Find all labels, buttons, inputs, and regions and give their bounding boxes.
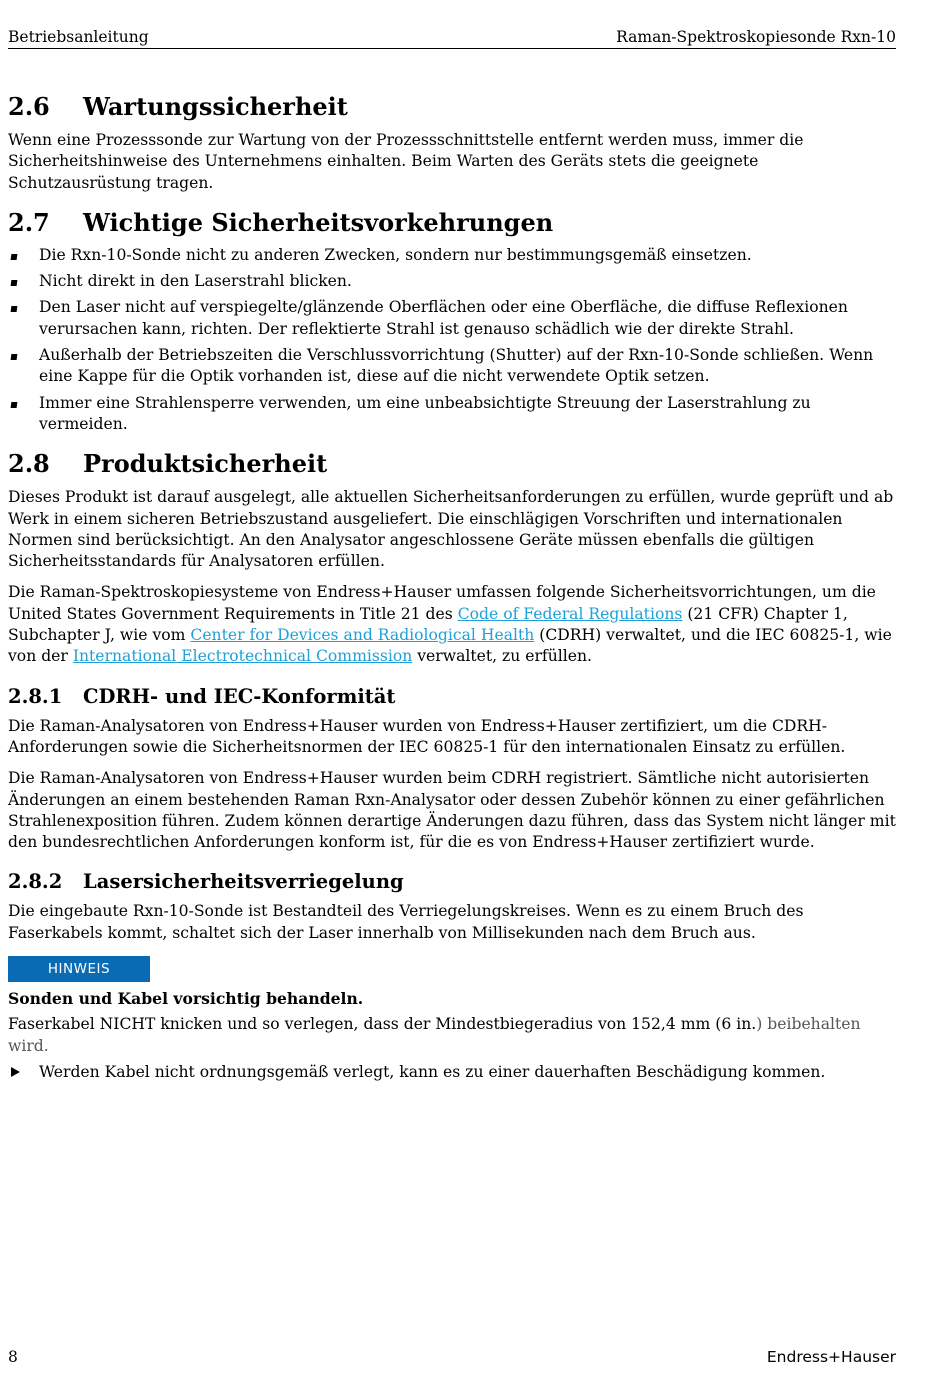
section-heading-2-7 xyxy=(8,206,896,240)
notice-action-text: Werden Kabel nicht ordnungsgemäß verlegt, kann es zu einer dauerhaften Beschädigung kommen. xyxy=(39,1062,826,1081)
paragraph-product-safety: Dieses Produkt ist darauf ausgelegt, alle aktuellen Sicherheitsanforderungen zu erfüllen, wurde geprüft und ab Werk in einem sicheren Betriebszustand ausgeliefert. Die einschlägigen Vorschriften und internationalen Normen sind berücksichtigt. An den Analysator angeschlossene Geräte müssen ebenfalls die gültigen Sicherheitsstandards für Analysatoren erfüllen. xyxy=(8,488,894,571)
list-item-text: Nicht direkt in den Laserstrahl blicken. xyxy=(39,272,352,291)
list-item xyxy=(8,345,896,388)
notice-title: Sonden und Kabel vorsichtig behandeln. xyxy=(8,989,364,1009)
section-title: CDRH- und IEC-Konformität xyxy=(83,684,396,708)
brand-name: Endress+Hauser xyxy=(766,1348,896,1366)
paragraph-registration: Die Raman-Analysatoren von Endress+Hauser wurden beim CDRH registriert. Sämtliche nicht autorisierten Änderungen an einem bestehenden Raman Rxn-Analysator oder dessen Zubehör können zu einer gefährlichen Strahlenexposition führen. Zudem können derartige Änderungen dazu führen, dass das System nicht länger mit den bundesrechtlichen Anforderungen konform ist, für die es von Endress+Hauser zertifiziert wurde. xyxy=(8,769,896,852)
notice-action-item xyxy=(8,1062,896,1083)
bullet-icon xyxy=(11,306,18,312)
text-run: ) beibehalten wird. xyxy=(8,1015,861,1055)
notice-badge: HINWEIS xyxy=(8,956,150,982)
page-number: 8 xyxy=(8,1348,18,1366)
text-run: verwaltet, zu erfüllen. xyxy=(412,647,592,666)
bullet-icon xyxy=(11,354,18,360)
link-cdrh[interactable]: Center for Devices and Radiological Health xyxy=(190,626,535,645)
paragraph-maintenance: Wenn eine Prozesssonde zur Wartung von der Prozessschnittstelle entfernt werden muss, immer die Sicherheitshinweise des Unternehmens einhalten. Beim Warten des Geräts stets die geeignete Schutzausrüstung tragen. xyxy=(8,131,804,192)
safety-precautions-list xyxy=(8,245,896,435)
section-title: Produktsicherheit xyxy=(83,449,328,479)
section-heading-2-8-2 xyxy=(8,868,896,896)
text-run: (CDRH) verwaltet, und die IEC 60825-1, wie von der xyxy=(8,626,892,666)
notice-body xyxy=(8,1014,896,1057)
link-iec[interactable]: International Electrotechnical Commission xyxy=(72,647,413,666)
paragraph-interlock: Die eingebaute Rxn-10-Sonde ist Bestandteil des Verriegelungskreises. Wenn es zu einem Bruch des Faserkabels kommt, schaltet sich der Laser innerhalb von Millisekunden nach dem Bruch aus. xyxy=(8,902,804,942)
list-item xyxy=(8,297,896,340)
section-number: 2.8 xyxy=(8,449,50,479)
arrow-right-icon xyxy=(11,1067,20,1077)
section-heading-2-8 xyxy=(8,447,896,481)
list-item-text: Außerhalb der Betriebszeiten die Verschlussvorrichtung (Shutter) auf der Rxn-10-Sonde schließen. Wenn eine Kappe für die Optik vorhanden ist, diese auf die nicht verwendete Optik setzen. xyxy=(39,346,874,386)
paragraph-certification: Die Raman-Analysatoren von Endress+Hauser wurden von Endress+Hauser zertifiziert, um die CDRH-Anforderungen sowie die Sicherheitsnormen der IEC 60825-1 für den internationalen Einsatz zu erfüllen. xyxy=(8,716,846,756)
bullet-icon xyxy=(11,254,18,260)
text-run: Faserkabel NICHT knicken und so verlegen, dass der Mindestbiegeradius von 152,4 mm (6 in. xyxy=(8,1015,757,1034)
text-run: Die Raman-Spektroskopiesysteme von Endress+Hauser umfassen folgende Sicherheitsvorrichtungen, um die United States Government Requirements in Title 21 des xyxy=(8,583,876,623)
list-item-text: Die Rxn-10-Sonde nicht zu anderen Zwecken, sondern nur bestimmungsgemäß einsetzen. xyxy=(39,245,752,264)
bullet-icon xyxy=(11,402,18,408)
paragraph-safety-devices xyxy=(8,582,896,667)
section-title: Lasersicherheitsverriegelung xyxy=(83,870,404,894)
section-number: 2.7 xyxy=(8,207,50,237)
text-run: (21 CFR) Chapter 1, Subchapter J, wie vom xyxy=(8,604,848,645)
list-item xyxy=(8,393,896,436)
page-footer xyxy=(8,1348,896,1370)
list-item xyxy=(8,245,896,266)
header-product-name: Raman-Spektroskopiesonde Rxn-10 xyxy=(616,28,896,46)
list-item xyxy=(8,271,896,292)
list-item-text: Immer eine Strahlensperre verwenden, um eine unbeabsichtigte Streuung der Laserstrahlung zu vermeiden. xyxy=(39,393,811,433)
section-number: 2.8.2 xyxy=(8,870,63,894)
section-number: 2.8.1 xyxy=(8,684,63,708)
link-code-of-federal-regulations[interactable]: Code of Federal Regulations xyxy=(457,604,683,623)
page-header xyxy=(8,26,896,49)
header-doc-type: Betriebsanleitung xyxy=(8,28,149,46)
page-content xyxy=(8,90,896,1083)
list-item-text: Den Laser nicht auf verspiegelte/glänzende Oberflächen oder eine Oberfläche, die diffuse Reflexionen verursachen kann, richten. Der reflektierte Strahl ist genauso schädlich wie der direkte Strahl. xyxy=(39,298,848,338)
section-title: Wichtige Sicherheitsvorkehrungen xyxy=(83,207,554,237)
section-heading-2-6 xyxy=(8,90,896,124)
section-number: 2.6 xyxy=(8,92,50,121)
section-heading-2-8-1 xyxy=(8,683,896,711)
bullet-icon xyxy=(11,280,18,286)
section-title: Wartungssicherheit xyxy=(83,92,348,121)
